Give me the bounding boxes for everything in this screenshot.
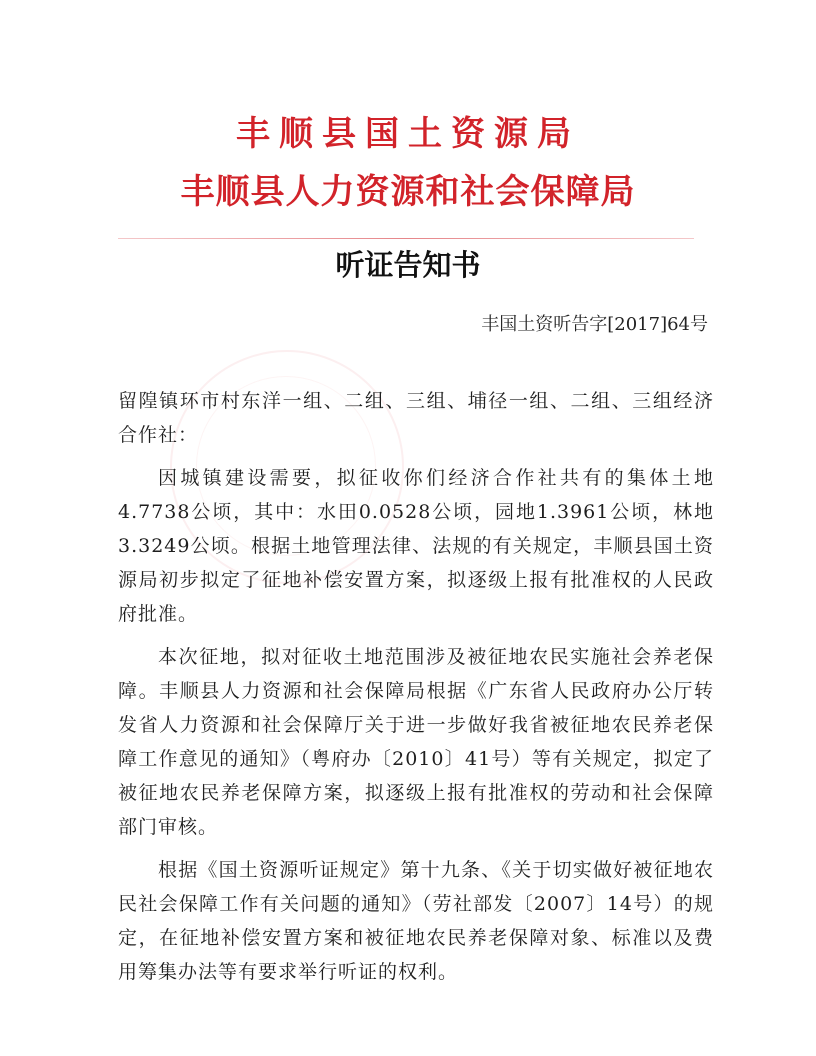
issuer-title-1: 丰顺县国土资源局 (236, 114, 580, 154)
document-number: 丰国土资听告字[2017]64号 (481, 314, 708, 335)
paragraph-2: 本次征地，拟对征收土地范围涉及被征地农民实施社会养老保障。丰顺县人力资源和社会保障局根据《广东省人民政府办公厅转发省人力资源和社会保障厅关于进一步做好我省被征地农民养老保障工作意见的通知》（粤府办〔2010〕41号）等有关规定，拟定了被征地农民养老保障方案，拟逐级上报有批准权的劳动和社会保障部门审核。 (118, 646, 714, 838)
addressee: 留隍镇环市村东洋一组、二组、三组、埔径一组、二组、三组经济合作社： (118, 390, 714, 446)
issuer-title-2: 丰顺县人力资源和社会保障局 (180, 172, 636, 212)
document-title: 听证告知书 (335, 248, 481, 282)
paragraph-1: 因城镇建设需要，拟征收你们经济合作社共有的集体土地4.7738公顷，其中：水田0.0528公顷，园地1.3961公顷，林地3.3249公顷。根据土地管理法律、法规的有关规定，丰顺县国土资源局初步拟定了征地补偿安置方案，拟逐级上报有批准权的人民政府批准。 (118, 467, 714, 625)
paragraph-3: 根据《国土资源听证规定》第十九条、《关于切实做好被征地农民社会保障工作有关问题的通知》（劳社部发〔2007〕14号）的规定，在征地补偿安置方案和被征地农民养老保障对象、标准以及费用筹集办法等有要求举行听证的权利。 (118, 859, 714, 983)
document-body (118, 384, 714, 998)
header-divider (118, 238, 694, 239)
